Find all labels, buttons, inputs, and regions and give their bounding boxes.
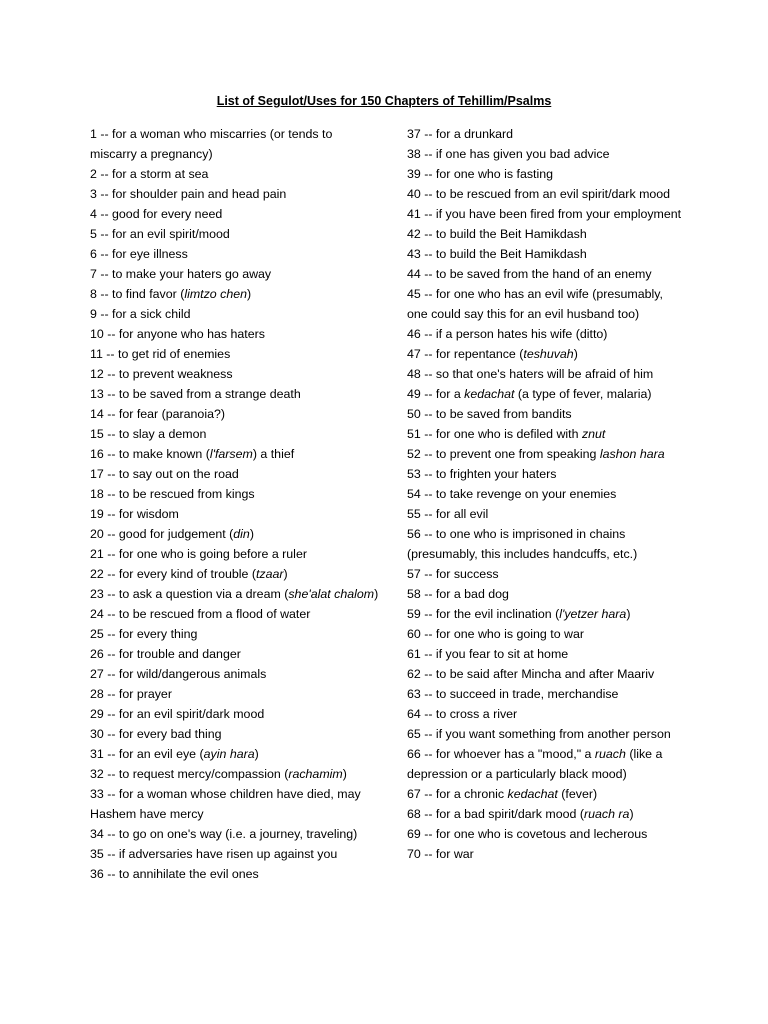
list-item: 23 -- to ask a question via a dream (she'alat chalom) [90, 587, 379, 601]
list-item: 65 -- if you want something from another person [407, 727, 671, 741]
list-item: 67 -- for a chronic kedachat (fever) [407, 787, 598, 801]
list-item: 51 -- for one who is defiled with znut [407, 427, 606, 441]
list-item: 39 -- for one who is fasting [407, 167, 554, 181]
list-item: 5 -- for an evil spirit/mood [90, 227, 230, 241]
list-item: 31 -- for an evil eye (ayin hara) [90, 747, 259, 761]
list-item: 32 -- to request mercy/compassion (rachamim) [90, 767, 347, 781]
list-item: 38 -- if one has given you bad advice [407, 147, 610, 161]
list-item: 28 -- for prayer [90, 687, 172, 701]
list-item: 24 -- to be rescued from a flood of water [90, 607, 311, 621]
list-item: 66 -- for whoever has a "mood," a ruach (like a depression or a particularly black mood) [407, 747, 663, 781]
list-item: 21 -- for one who is going before a ruler [90, 547, 307, 561]
list-item: 44 -- to be saved from the hand of an enemy [407, 267, 652, 281]
list-item: 61 -- if you fear to sit at home [407, 647, 569, 661]
list-item: 37 -- for a drunkard [407, 127, 514, 141]
list-item: 53 -- to frighten your haters [407, 467, 557, 481]
list-item: 2 -- for a storm at sea [90, 167, 209, 181]
list-item: 13 -- to be saved from a strange death [90, 387, 301, 401]
list-item: 64 -- to cross a river [407, 707, 518, 721]
list-item: 43 -- to build the Beit Hamikdash [407, 247, 587, 261]
list-item: 7 -- to make your haters go away [90, 267, 272, 281]
list-item: 15 -- to slay a demon [90, 427, 207, 441]
list-item: 30 -- for every bad thing [90, 727, 222, 741]
list-item: 46 -- if a person hates his wife (ditto) [407, 327, 608, 341]
list-item: 3 -- for shoulder pain and head pain [90, 187, 287, 201]
list-item: 10 -- for anyone who has haters [90, 327, 265, 341]
list-item: 59 -- for the evil inclination (l'yetzer hara) [407, 607, 631, 621]
list-item: 40 -- to be rescued from an evil spirit/dark mood [407, 187, 671, 201]
list-item: 49 -- for a kedachat (a type of fever, malaria) [407, 387, 652, 401]
list-item: 34 -- to go on one's way (i.e. a journey, traveling) [90, 827, 358, 841]
list-item: 60 -- for one who is going to war [407, 627, 585, 641]
list-item: 69 -- for one who is covetous and lecherous [407, 827, 648, 841]
list-item: 18 -- to be rescued from kings [90, 487, 255, 501]
list-item: 14 -- for fear (paranoia?) [90, 407, 225, 421]
list-item: 45 -- for one who has an evil wife (presumably, one could say this for an evil husband too) [407, 287, 663, 321]
list-item: 33 -- for a woman whose children have died, may Hashem have mercy [90, 787, 361, 821]
list-item: 4 -- good for every need [90, 207, 223, 221]
list-item: 36 -- to annihilate the evil ones [90, 867, 259, 881]
list-item: 16 -- to make known (l'farsem) a thief [90, 447, 295, 461]
list-item: 55 -- for all evil [407, 507, 489, 521]
list-item: 56 -- to one who is imprisoned in chains (presumably, this includes handcuffs, etc.) [407, 527, 638, 561]
list-item: 41 -- if you have been fired from your employment [407, 207, 682, 221]
list-item: 9 -- for a sick child [90, 307, 191, 321]
left-column-list [90, 124, 380, 884]
list-item: 62 -- to be said after Mincha and after Maariv [407, 667, 655, 681]
list-item: 52 -- to prevent one from speaking lashon hara [407, 447, 665, 461]
list-item: 70 -- for war [407, 847, 474, 861]
list-item: 6 -- for eye illness [90, 247, 188, 261]
list-item: 12 -- to prevent weakness [90, 367, 233, 381]
right-column-list [407, 124, 682, 864]
list-item: 29 -- for an evil spirit/dark mood [90, 707, 265, 721]
list-item: 47 -- for repentance (teshuvah) [407, 347, 578, 361]
list-item: 58 -- for a bad dog [407, 587, 509, 601]
list-item: 68 -- for a bad spirit/dark mood (ruach ra) [407, 807, 634, 821]
list-item: 63 -- to succeed in trade, merchandise [407, 687, 619, 701]
document-title: List of Segulot/Uses for 150 Chapters of Tehillim/Psalms [216, 94, 552, 108]
list-item: 42 -- to build the Beit Hamikdash [407, 227, 587, 241]
list-item: 20 -- good for judgement (din) [90, 527, 254, 541]
list-item: 8 -- to find favor (limtzo chen) [90, 287, 252, 301]
list-item: 50 -- to be saved from bandits [407, 407, 572, 421]
list-item: 17 -- to say out on the road [90, 467, 239, 481]
list-item: 26 -- for trouble and danger [90, 647, 241, 661]
list-item: 11 -- to get rid of enemies [90, 347, 231, 361]
list-item: 25 -- for every thing [90, 627, 198, 641]
list-item: 22 -- for every kind of trouble (tzaar) [90, 567, 288, 581]
list-item: 57 -- for success [407, 567, 499, 581]
list-item: 27 -- for wild/dangerous animals [90, 667, 267, 681]
list-item: 48 -- so that one's haters will be afraid of him [407, 367, 654, 381]
list-item: 54 -- to take revenge on your enemies [407, 487, 617, 501]
list-item: 35 -- if adversaries have risen up against you [90, 847, 338, 861]
list-item: 19 -- for wisdom [90, 507, 179, 521]
list-item: 1 -- for a woman who miscarries (or tends to miscarry a pregnancy) [90, 127, 333, 161]
